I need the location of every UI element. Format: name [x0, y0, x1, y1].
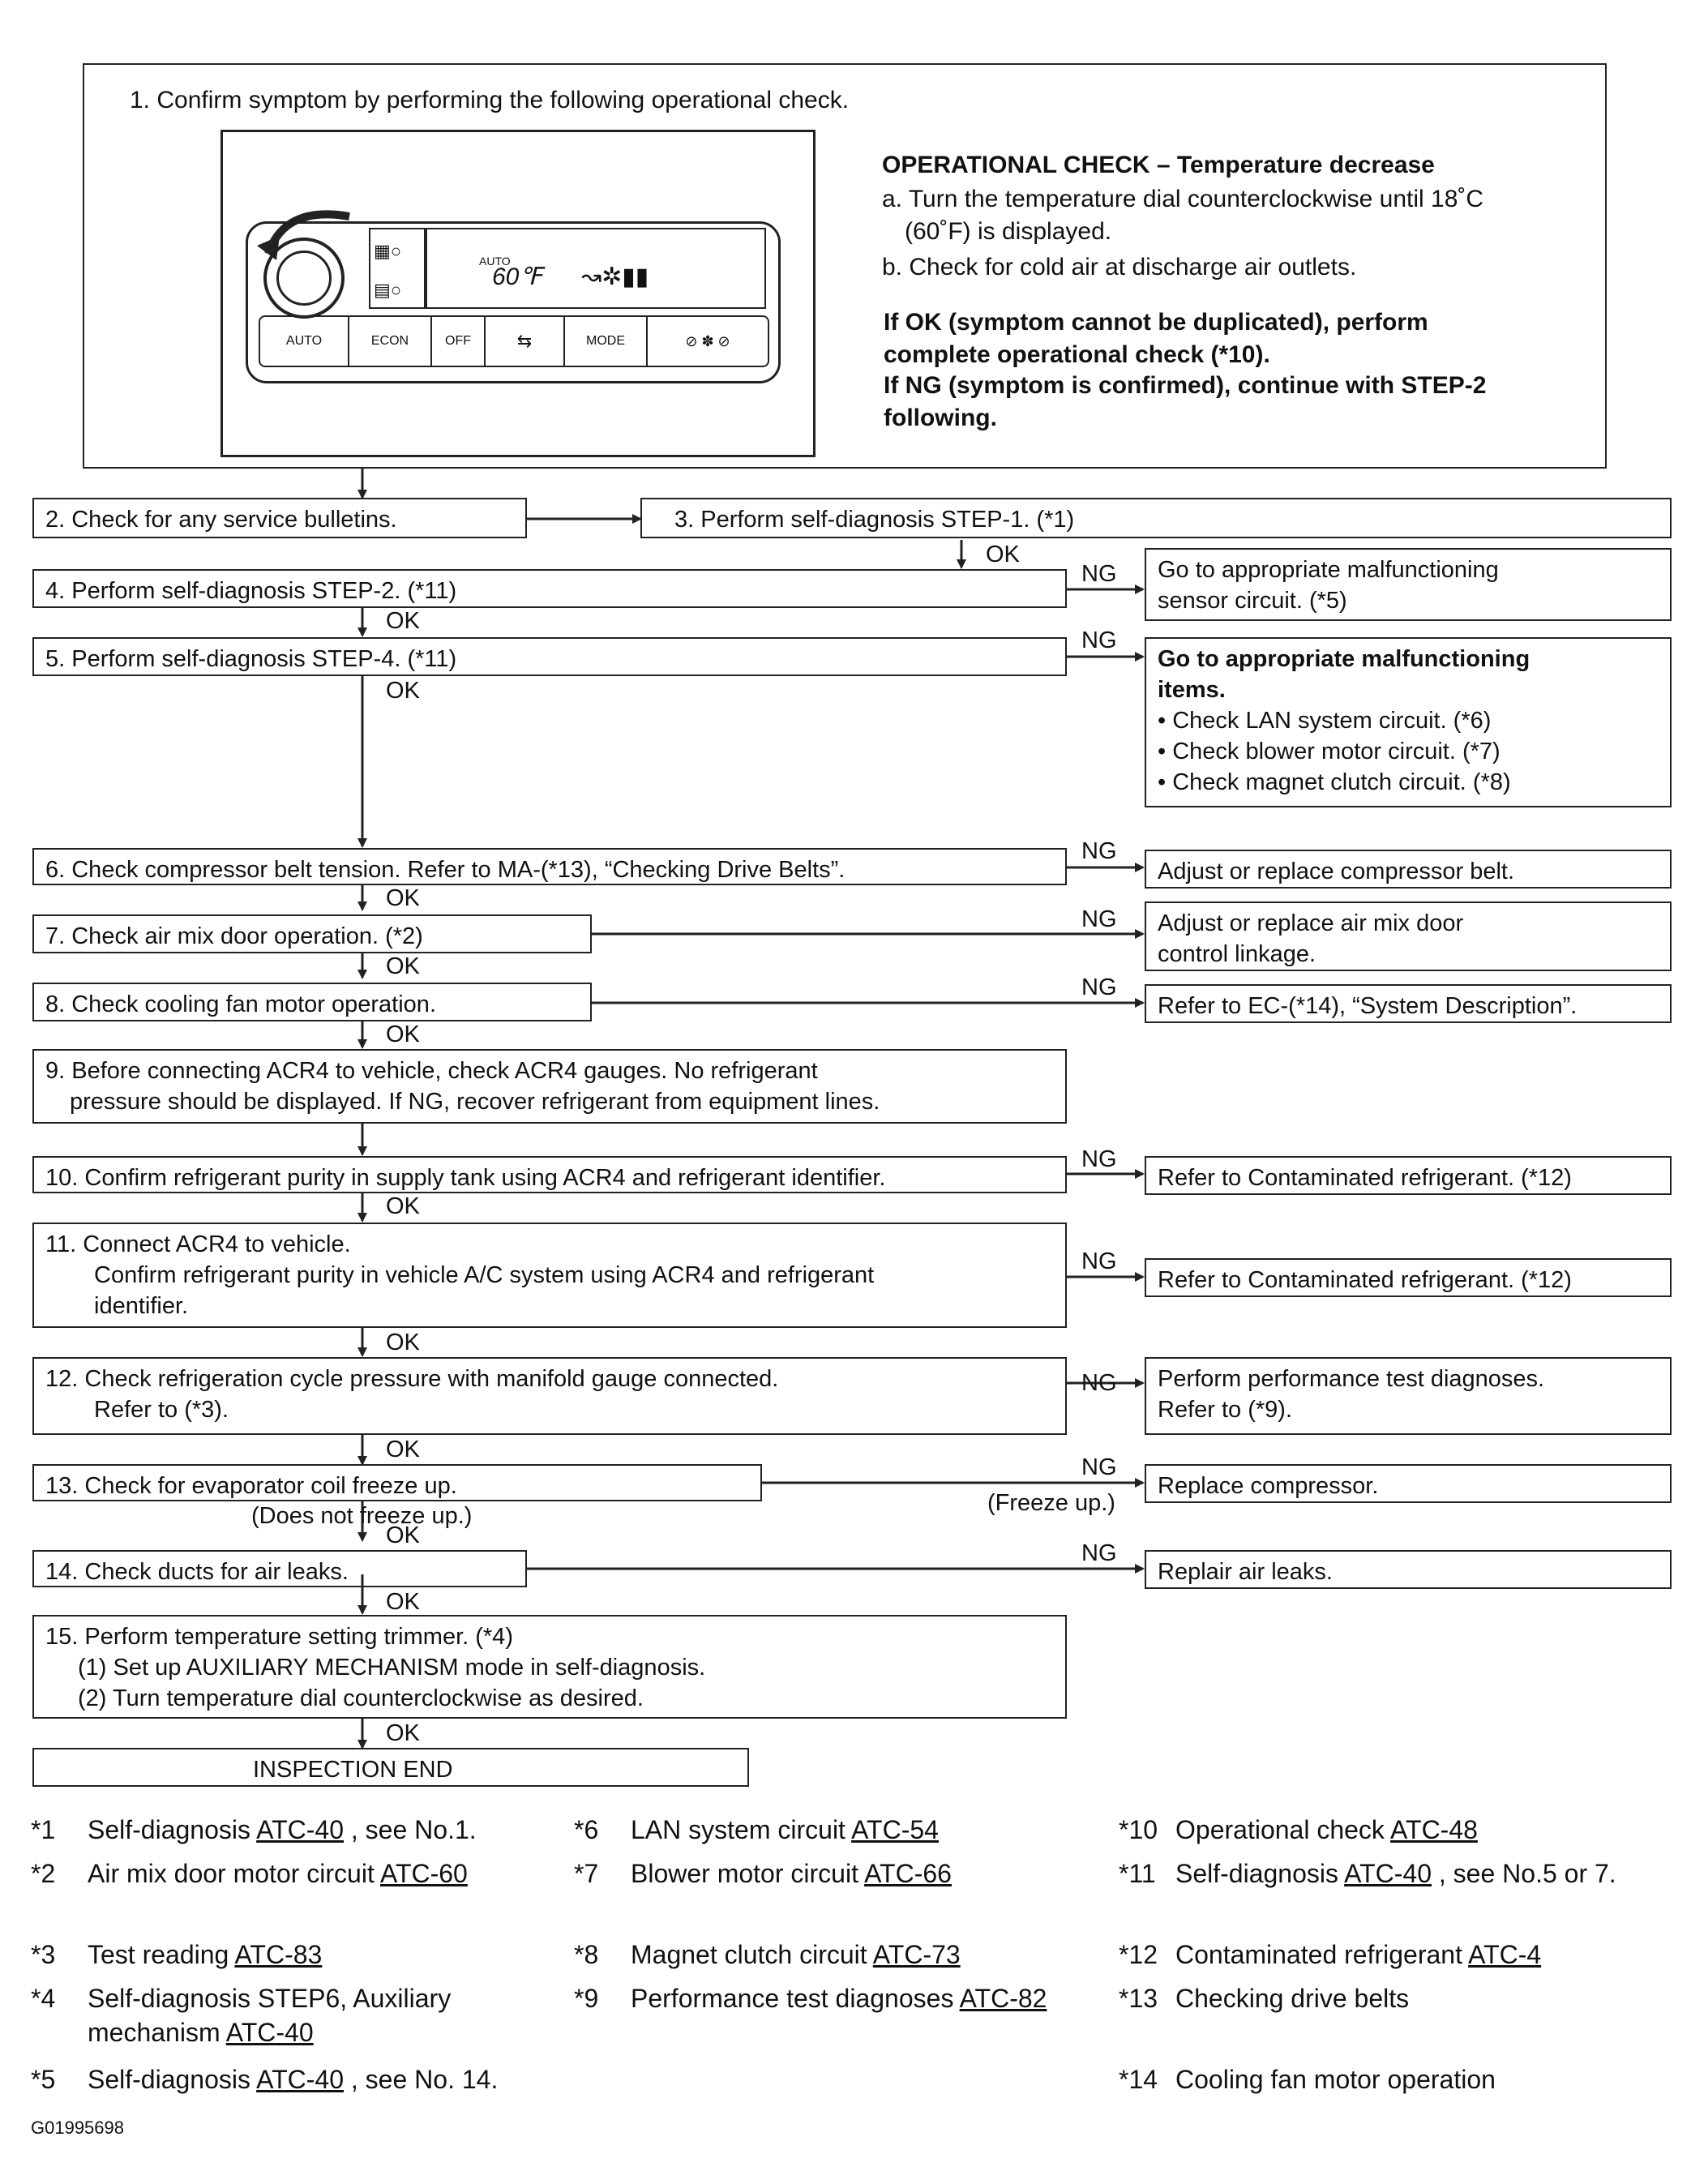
step12-box	[32, 1357, 1067, 1435]
result8-box: Refer to EC-(*14), “System Description”.	[1145, 984, 1672, 1023]
step9-box	[32, 1049, 1067, 1124]
ok-result-line1: If OK (symptom cannot be duplicated), perform	[884, 309, 1428, 336]
step10-box: 10. Confirm refrigerant purity in supply tank using ACR4 and refrigerant identifier.	[32, 1156, 1067, 1193]
ok-label-step7: OK	[386, 953, 420, 979]
step4-box: 4. Perform self-diagnosis STEP-2. (*11)	[32, 569, 1067, 608]
ok-result-line2: complete operational check (*10).	[884, 341, 1270, 368]
ok-label-step3: OK	[986, 542, 1020, 567]
ng-label-step6: NG	[1081, 838, 1117, 864]
ng-result-line2: following.	[884, 405, 997, 431]
result5-line2: items.	[1158, 677, 1226, 703]
step3-box: 3. Perform self-diagnosis STEP-1. (*1)	[640, 498, 1672, 538]
panel-button-auto[interactable]: AUTO	[260, 317, 349, 366]
footnote-link[interactable]: ATC-83	[234, 1940, 323, 1969]
footnote-link[interactable]: ATC-40	[256, 2065, 344, 2094]
step1-box	[83, 63, 1607, 469]
result4-line1: Go to appropriate malfunctioning	[1158, 557, 1499, 583]
front-defrost-icon[interactable]: ▦○	[374, 241, 402, 261]
result10-box: Refer to Contaminated refrigerant. (*12)	[1145, 1156, 1672, 1195]
result5-line5: • Check magnet clutch circuit. (*8)	[1158, 769, 1511, 795]
panel-button-mode[interactable]: MODE	[565, 317, 648, 366]
step2-box: 2. Check for any service bulletins.	[32, 498, 527, 538]
panel-button-recirculation-icon[interactable]: ⇆	[486, 317, 565, 366]
result7-line1: Adjust or replace air mix door	[1158, 910, 1464, 936]
result7-box	[1145, 901, 1672, 971]
step9-line1: 9. Before connecting ACR4 to vehicle, check ACR4 gauges. No refrigerant	[45, 1058, 818, 1084]
ok-label-step10: OK	[386, 1193, 420, 1219]
footnote-link[interactable]: ATC-73	[872, 1940, 961, 1969]
step11-line1: 11. Connect ACR4 to vehicle.	[45, 1231, 351, 1257]
operational-check-a2: (60˚F) is displayed.	[905, 218, 1112, 245]
result11-box: Refer to Contaminated refrigerant. (*12)	[1145, 1258, 1672, 1297]
result5-line3: • Check LAN system circuit. (*6)	[1158, 708, 1492, 734]
result14-box: Replair air leaks.	[1145, 1550, 1672, 1589]
result12-line2: Refer to (*9).	[1158, 1397, 1292, 1423]
result5-line4: • Check blower motor circuit. (*7)	[1158, 739, 1500, 764]
ng-label-step14: NG	[1081, 1540, 1117, 1566]
ng-label-step13: NG	[1081, 1454, 1117, 1480]
footnote-link[interactable]: ATC-54	[851, 1815, 939, 1844]
operational-check-a1: a. Turn the temperature dial counterclockwise until 18˚C	[882, 186, 1484, 212]
step7-box: 7. Check air mix door operation. (*2)	[32, 914, 592, 953]
result5-line1: Go to appropriate malfunctioning	[1158, 646, 1530, 672]
footnote-link[interactable]: ATC-60	[379, 1859, 468, 1888]
step15-line2: (1) Set up AUXILIARY MECHANISM mode in self-diagnosis.	[78, 1655, 706, 1681]
counterclockwise-arrow-icon	[252, 197, 366, 262]
step15-line1: 15. Perform temperature setting trimmer. (*4)	[45, 1624, 513, 1650]
display-temperature: 60℉	[492, 263, 542, 290]
ng-label-step4: NG	[1081, 561, 1117, 587]
result7-line2: control linkage.	[1158, 941, 1316, 967]
display-airflow-fan-icon: ↝✲▮▮	[581, 263, 649, 290]
step13-box: 13. Check for evaporator coil freeze up.	[32, 1464, 762, 1501]
no-freeze-label: (Does not freeze up.)	[251, 1503, 473, 1529]
panel-button-econ[interactable]: ECON	[349, 317, 432, 366]
ng-label-step12: NG	[1081, 1370, 1117, 1396]
ok-label-step11: OK	[386, 1330, 420, 1355]
panel-defrost-buttons	[369, 228, 426, 309]
panel-display	[426, 228, 766, 309]
panel-button-fan-icon[interactable]: ⊘ ✽ ⊘	[685, 333, 730, 349]
result13-box: Replace compressor.	[1145, 1464, 1672, 1503]
operational-check-b: b. Check for cold air at discharge air outlets.	[882, 254, 1357, 280]
footnote-link[interactable]: ATC-40	[256, 1815, 344, 1844]
step12-line2: Refer to (*3).	[94, 1397, 229, 1423]
control-panel-illustration	[220, 130, 816, 457]
ng-result-line1: If NG (symptom is confirmed), continue with STEP-2	[884, 372, 1487, 399]
result12-box	[1145, 1357, 1672, 1435]
ng-label-step10: NG	[1081, 1146, 1117, 1172]
ok-label-step13: OK	[386, 1522, 420, 1548]
display-auto: AUTO	[479, 255, 511, 268]
ng-label-step8: NG	[1081, 974, 1117, 1000]
ng-label-step7: NG	[1081, 906, 1117, 932]
footnote-link[interactable]: ATC-66	[864, 1859, 952, 1888]
step11-box	[32, 1223, 1067, 1328]
step9-line2: pressure should be displayed. If NG, recover refrigerant from equipment lines.	[70, 1089, 880, 1115]
ok-label-step15: OK	[386, 1720, 420, 1746]
ok-label-step6: OK	[386, 885, 420, 911]
step6-box: 6. Check compressor belt tension. Refer to MA-(*13), “Checking Drive Belts”.	[32, 848, 1067, 885]
figure-code: G01995698	[31, 2118, 124, 2138]
operational-check-title: OPERATIONAL CHECK – Temperature decrease	[882, 152, 1435, 178]
footnote-link[interactable]: ATC-4	[1468, 1940, 1542, 1969]
result4-line2: sensor circuit. (*5)	[1158, 588, 1347, 614]
result6-box: Adjust or replace compressor belt.	[1145, 850, 1672, 889]
step1-title: 1. Confirm symptom by performing the following operational check.	[130, 87, 850, 113]
step5-box: 5. Perform self-diagnosis STEP-4. (*11)	[32, 637, 1067, 676]
result12-line1: Perform performance test diagnoses.	[1158, 1366, 1545, 1392]
step8-box: 8. Check cooling fan motor operation.	[32, 983, 592, 1021]
footnote-link[interactable]: ATC-82	[959, 1984, 1047, 2013]
footnote-link[interactable]: ATC-40	[225, 2018, 314, 2047]
footnote-link[interactable]: ATC-48	[1390, 1815, 1478, 1844]
result5-box	[1145, 637, 1672, 807]
ok-label-step4: OK	[386, 608, 420, 634]
step11-line2: Confirm refrigerant purity in vehicle A/C system using ACR4 and refrigerant	[94, 1262, 875, 1288]
ng-label-step11: NG	[1081, 1248, 1117, 1274]
ok-label-step5: OK	[386, 678, 420, 704]
step12-line1: 12. Check refrigeration cycle pressure with manifold gauge connected.	[45, 1366, 779, 1392]
result4-box	[1145, 548, 1672, 621]
inspection-end-box: INSPECTION END	[32, 1748, 749, 1787]
panel-button-off[interactable]: OFF	[432, 317, 486, 366]
freeze-label: (Freeze up.)	[987, 1490, 1115, 1516]
ok-label-step8: OK	[386, 1021, 420, 1047]
rear-defrost-icon[interactable]: ▤○	[374, 280, 402, 300]
step15-box	[32, 1615, 1067, 1719]
step11-line3: identifier.	[94, 1293, 189, 1319]
ok-label-step12: OK	[386, 1437, 420, 1462]
ok-label-step14: OK	[386, 1589, 420, 1615]
panel-button-row	[259, 315, 769, 367]
step15-line3: (2) Turn temperature dial counterclockwise as desired.	[78, 1685, 644, 1711]
ng-label-step5: NG	[1081, 627, 1117, 653]
footnote-link[interactable]: ATC-40	[1344, 1859, 1432, 1888]
step14-box: 14. Check ducts for air leaks.	[32, 1550, 527, 1587]
